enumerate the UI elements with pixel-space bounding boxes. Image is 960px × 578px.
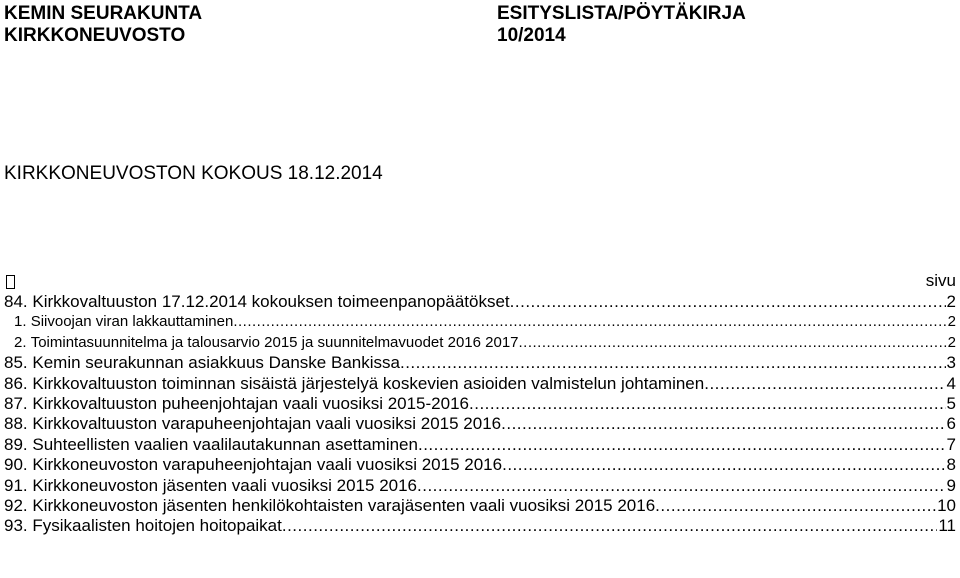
toc-entry-page: 2	[947, 313, 956, 331]
toc-entry-page: 2	[947, 333, 956, 351]
toc-entry-title: Kirkkoneuvoston jäsenten henkilökohtaisten varajäsenten vaali vuosiksi 2015 2016	[32, 495, 656, 515]
dot-leader	[417, 476, 946, 496]
toc-entry[interactable]	[4, 292, 956, 312]
meeting-title: KIRKKONEUVOSTON KOKOUS 18.12.2014	[4, 163, 383, 184]
toc-entry-number: 87.	[4, 393, 28, 413]
toc-entry[interactable]	[4, 516, 956, 536]
dot-leader	[400, 353, 946, 373]
toc-entry-number: 90.	[4, 455, 28, 475]
toc-entry-title: Fysikaalisten hoitojen hoitopaikat	[32, 516, 282, 536]
document-type-header	[497, 3, 746, 47]
toc-entry-number: 89.	[4, 434, 28, 454]
toc-entry-page: 8	[946, 455, 956, 475]
dot-leader	[233, 312, 946, 332]
toc-entry-number: 86.	[4, 373, 28, 393]
toc-entry[interactable]	[4, 435, 956, 455]
dot-leader	[418, 435, 946, 455]
toc-entry-title: Kirkkovaltuuston 17.12.2014 kokouksen toimeenpanopäätökset	[32, 292, 510, 311]
toc-entry-page: 7	[946, 434, 956, 454]
toc-entry[interactable]	[4, 333, 956, 353]
toc-entry[interactable]	[4, 374, 956, 394]
toc-entry[interactable]	[4, 353, 956, 373]
dot-leader	[655, 496, 936, 516]
dot-leader	[704, 374, 945, 394]
toc-entry-number: 1.	[14, 313, 27, 331]
toc-entry-page: 5	[946, 393, 956, 413]
document-type: ESITYSLISTA/PÖYTÄKIRJA	[497, 3, 746, 24]
toc-entry[interactable]	[4, 476, 956, 496]
toc-entry-page: 6	[946, 414, 956, 434]
missing-glyph-icon	[6, 275, 15, 289]
table-of-contents	[4, 292, 956, 537]
toc-entry-page: 4	[946, 373, 956, 393]
dot-leader	[502, 455, 945, 475]
toc-entry[interactable]	[4, 455, 956, 475]
toc-entry-number: 2.	[14, 333, 27, 351]
toc-entry-number: 91.	[4, 475, 28, 495]
page-column-label: sivu	[925, 271, 956, 290]
parish-name: KEMIN SEURAKUNTA	[4, 3, 203, 24]
dot-leader	[469, 394, 946, 414]
toc-entry[interactable]	[4, 312, 956, 332]
dot-leader	[501, 414, 945, 434]
toc-entry-page: 3	[946, 353, 956, 373]
toc-entry[interactable]	[4, 496, 956, 516]
toc-entry-title: Kirkkoneuvoston jäsenten vaali vuosiksi 2015 2016	[32, 475, 418, 495]
dot-leader	[510, 292, 946, 312]
toc-entry-number: 85.	[4, 353, 28, 373]
council-name: KIRKKONEUVOSTO	[4, 25, 186, 46]
dot-leader	[519, 333, 947, 353]
organization-header	[4, 3, 202, 47]
toc-entry-title: Kemin seurakunnan asiakkuus Danske Bankissa	[32, 353, 400, 373]
toc-entry[interactable]	[4, 394, 956, 414]
toc-entry-page: 2	[946, 292, 956, 311]
toc-entry[interactable]	[4, 414, 956, 434]
toc-entry-title: Kirkkovaltuuston toiminnan sisäistä järjestelyä koskevien asioiden valmistelun johtaminen	[32, 373, 705, 393]
toc-entry-page: 9	[946, 475, 956, 495]
toc-entry-title: Kirkkoneuvoston varapuheenjohtajan vaali vuosiksi 2015 2016	[32, 455, 503, 475]
toc-entry-page: 10	[937, 495, 956, 515]
toc-entry-number: 84.	[4, 292, 28, 311]
toc-entry-number: 88.	[4, 414, 28, 434]
toc-entry-page: 11	[938, 516, 956, 536]
dot-leader	[282, 516, 937, 536]
toc-entry-title: Toimintasuunnitelma ja talousarvio 2015 ja suunnitelmavuodet 2016 2017	[30, 333, 519, 351]
document-number: 10/2014	[497, 25, 566, 46]
toc-entry-title: Siivoojan viran lakkauttaminen	[30, 313, 234, 331]
toc-entry-number: 93.	[4, 516, 28, 536]
toc-entry-title: Suhteellisten vaalien vaalilautakunnan asettaminen	[32, 434, 418, 454]
toc-entry-title: Kirkkovaltuuston varapuheenjohtajan vaali vuosiksi 2015 2016	[32, 414, 502, 434]
toc-entry-title: Kirkkovaltuuston puheenjohtajan vaali vuosiksi 2015-2016	[32, 393, 469, 413]
toc-entry-number: 92.	[4, 495, 28, 515]
